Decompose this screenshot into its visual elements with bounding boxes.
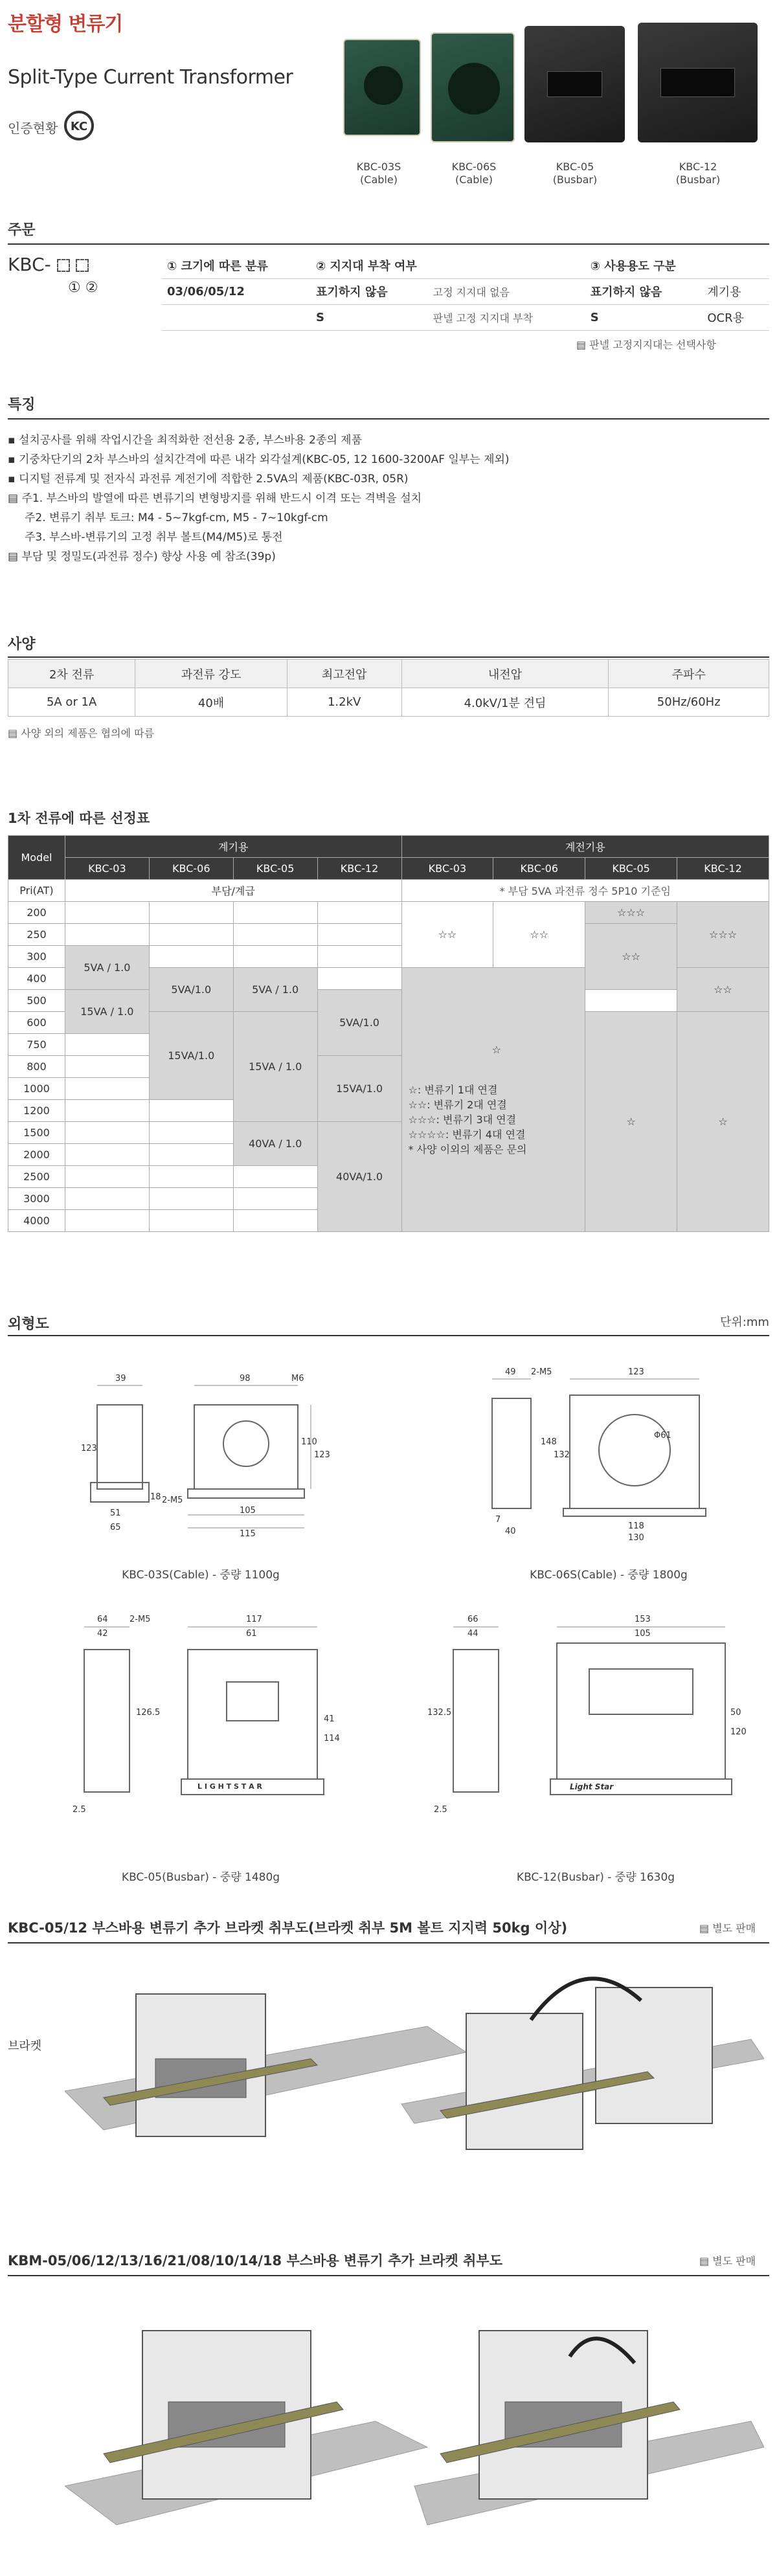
selection-section-title: 1차 전류에 따른 선정표 xyxy=(8,811,150,826)
product-caption-kbc-03s: KBC-03S (Cable) xyxy=(356,161,401,186)
spec-section-title: 사양 xyxy=(8,636,36,653)
product-image-kbc-12 xyxy=(638,23,758,142)
bracket-label: 브라켓 xyxy=(8,2039,42,2053)
list-item: ▪ 기중차단기의 2차 부스바의 설치간격에 따른 내각 외각설계(KBC-05, 12 1600-3200AF 일부는 제외) xyxy=(8,453,510,466)
note-icon: ▤ xyxy=(576,339,590,351)
list-item: ▤ 부담 및 정밀도(과전류 정수) 향상 사용 예 참조(39p) xyxy=(8,550,276,563)
spec-note: ▤ 사양 외의 제품은 협의에 따름 xyxy=(8,727,155,739)
note-icon: ▤ xyxy=(699,1922,713,1934)
order-markers: ① ② xyxy=(68,280,98,296)
product-caption-kbc-12: KBC-12 (Busbar) xyxy=(675,161,721,186)
features-section-title: 특징 xyxy=(8,397,36,413)
page-title-ko: 분할형 변류기 xyxy=(8,13,123,36)
bracket2-illustration xyxy=(65,2292,764,2564)
spec-table: 2차 전류 과전류 강도 최고전압 내전압 주파수 5A or 1A 40배 1.2kV 4.0kV/1분 견딤 50Hz/60Hz xyxy=(8,659,769,717)
features-list xyxy=(8,431,769,566)
page-title-en: Split-Type Current Transformer xyxy=(8,66,293,89)
product-image-kbc-06s xyxy=(431,32,515,142)
drawing-kbc-03s: 39 98 M6 123 110 123 2-M5 105 115 51 65 18 xyxy=(81,1374,330,1539)
drawing-caption-kbc-03s: KBC-03S(Cable) - 중량 1100g xyxy=(122,1569,280,1582)
drawings-section-title: 외형도 xyxy=(8,1316,49,1332)
list-item: ▪ 디지털 전류계 및 전자식 과전류 계전기에 적합한 2.5VA의 제품(KBC-03R, 05R) xyxy=(8,473,409,486)
note-icon: ▤ xyxy=(699,2255,713,2267)
list-item: ▪ 설치공사를 위해 작업시간을 최적화한 전선용 2종, 부스바용 2종의 제품 xyxy=(8,434,363,447)
svg-text:KC: KC xyxy=(70,120,88,133)
order-note: ▤ 판넬 고정지지대는 선택사항 xyxy=(576,339,716,351)
drawing-caption-kbc-12: KBC-12(Busbar) - 중량 1630g xyxy=(516,1871,675,1884)
product-caption-kbc-06s: KBC-06S (Cable) xyxy=(451,161,497,186)
list-item: 주2. 변류기 취부 토크: M4 - 5~7kgf-cm, M5 - 7~10kgf-cm xyxy=(25,511,328,524)
drawing-caption-kbc-05: KBC-05(Busbar) - 중량 1480g xyxy=(121,1871,280,1884)
product-image-kbc-05 xyxy=(524,26,625,142)
order-code: KBC- xyxy=(8,254,89,275)
drawing-kbc-06s: 49 2-M5 123 148 132 Φ61 7 40 118 130 xyxy=(466,1360,738,1554)
list-item: 주3. 부스바-변류기의 고정 취부 볼트(M4/M5)로 통전 xyxy=(25,531,283,544)
unit-label: 단위:mm xyxy=(720,1316,769,1329)
cert-label: 인증현황 xyxy=(8,120,58,136)
bracket1-note: ▤ 별도 판매 xyxy=(699,1922,756,1934)
selection-table: Model 계기용 계전기용 KBC-03 KBC-06 KBC-05 KBC-12 KBC-03 KBC-06 KBC-05 KBC-12 Pri(AT) 부담/계급 * 부담 5VA 과전류 정수 5P10 기준임 200 ☆☆ ☆☆ ☆☆☆ ☆☆☆ 250 ☆☆ 300 5VA / 1.0 400 5VA/1.0 5VA / 1.0 ☆ ☆: 변류기 1대 연결 ☆☆: 변류기 2대 연결 ☆☆☆: 변류기 3대 연결 ☆☆☆☆: 변류기 4대 연결 * 사양 이외의 제품은 문의 ☆☆ 500 15VA / 1.0 5VA/1.0 600 15VA/1.0 15VA / 1.0 ☆ ☆ 750 800 15VA/1.0 1000 1200 1500 40VA / 1.0 40VA/1.0 2000 2500 3000 4000 xyxy=(8,835,769,1232)
bracket1-title: KBC-05/12 부스바용 변류기 추가 브라켓 취부도(브라켓 취부 5M 볼트 지지력 50kg 이상) xyxy=(8,1920,568,1936)
bracket2-note: ▤ 별도 판매 xyxy=(699,2255,756,2267)
note-icon: ▤ xyxy=(8,727,21,739)
product-image-kbc-03s xyxy=(343,39,421,136)
order-table: ① 크기에 따른 분류 ② 지지대 부착 여부 ③ 사용용도 구분 03/06/05/12 표기하지 않음 고정 지지대 없음 표기하지 않음 계기용 S 판넬 고정 지지대 부착 S OCR용 xyxy=(162,252,769,331)
order-section-title: 주문 xyxy=(8,222,36,238)
product-caption-kbc-05: KBC-05 (Busbar) xyxy=(552,161,598,186)
drawing-caption-kbc-06s: KBC-06S(Cable) - 중량 1800g xyxy=(530,1569,688,1582)
bracket2-title: KBM-05/06/12/13/16/21/08/10/14/18 부스바용 변류기 추가 브라켓 취부도 xyxy=(8,2253,503,2268)
drawing-kbc-12: 66 44 153 105 132.5 50 120 2.5 Light Star xyxy=(427,1615,747,1815)
bracket1-illustration xyxy=(65,1962,764,2175)
drawing-kbc-05: 64 42 2-M5 117 61 126.5 41 114 2.5 L I G H T S T A R xyxy=(73,1615,340,1815)
list-item: ▤ 주1. 부스바의 발열에 따른 변류기의 변형방지를 위해 반드시 이격 또는 격벽을 설치 xyxy=(8,492,422,505)
kc-logo xyxy=(63,110,95,141)
